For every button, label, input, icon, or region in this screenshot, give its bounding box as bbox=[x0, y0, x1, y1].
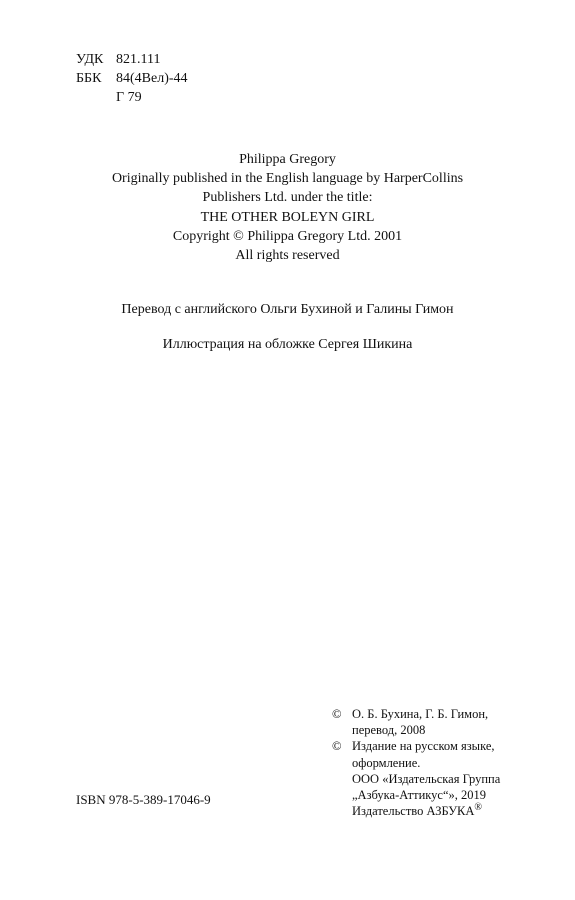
original-publication-block bbox=[0, 150, 575, 265]
publication-line: Originally published in the English language by HarperCollins bbox=[111, 171, 464, 187]
notice-line: ООО «Издательская Группа bbox=[352, 771, 501, 786]
notice-line: „Азбука-Аттикус“», 2019 bbox=[352, 788, 487, 803]
author-name: Philippa Gregory bbox=[239, 152, 336, 167]
rights-reserved: All rights reserved bbox=[235, 248, 340, 264]
bbk-row bbox=[76, 69, 188, 88]
notice-line: Издание на русском языке, bbox=[352, 739, 495, 754]
udk-label: УДК bbox=[76, 52, 104, 67]
udk-row bbox=[76, 50, 188, 69]
notice-line: перевод, 2008 bbox=[352, 723, 426, 738]
author-mark: Г 79 bbox=[116, 90, 142, 105]
notice-line: оформление. bbox=[352, 755, 421, 770]
translation-credit: Перевод с английского Ольги Бухиной и Галины Гимон bbox=[121, 302, 454, 317]
registered-trademark-icon: ® bbox=[474, 802, 483, 814]
translation-copyright-notice bbox=[332, 706, 500, 738]
classification-block bbox=[76, 50, 188, 107]
notice-line bbox=[352, 803, 500, 819]
publisher-name: Издательство АЗБУКА bbox=[352, 804, 475, 819]
edition-copyright-notice bbox=[332, 738, 500, 819]
bbk-value: 84(4Вел)-44 bbox=[116, 71, 188, 86]
original-title: THE OTHER BOLEYN GIRL bbox=[200, 209, 375, 225]
bbk-label: ББК bbox=[76, 71, 102, 86]
isbn: ISBN 978-5-389-17046-9 bbox=[76, 792, 211, 807]
copyright-symbol: © bbox=[332, 707, 342, 721]
udk-value: 821.111 bbox=[116, 52, 161, 67]
copyright-notices bbox=[332, 706, 500, 819]
author-mark-row bbox=[76, 88, 188, 107]
notice-line: О. Б. Бухина, Г. Б. Гимон, bbox=[352, 707, 489, 721]
copyright-symbol: © bbox=[332, 739, 342, 754]
publication-line: Publishers Ltd. under the title: bbox=[202, 190, 373, 206]
original-copyright: Copyright © Philippa Gregory Ltd. 2001 bbox=[172, 228, 403, 244]
illustration-credit: Иллюстрация на обложке Сергея Шикина bbox=[162, 337, 413, 352]
